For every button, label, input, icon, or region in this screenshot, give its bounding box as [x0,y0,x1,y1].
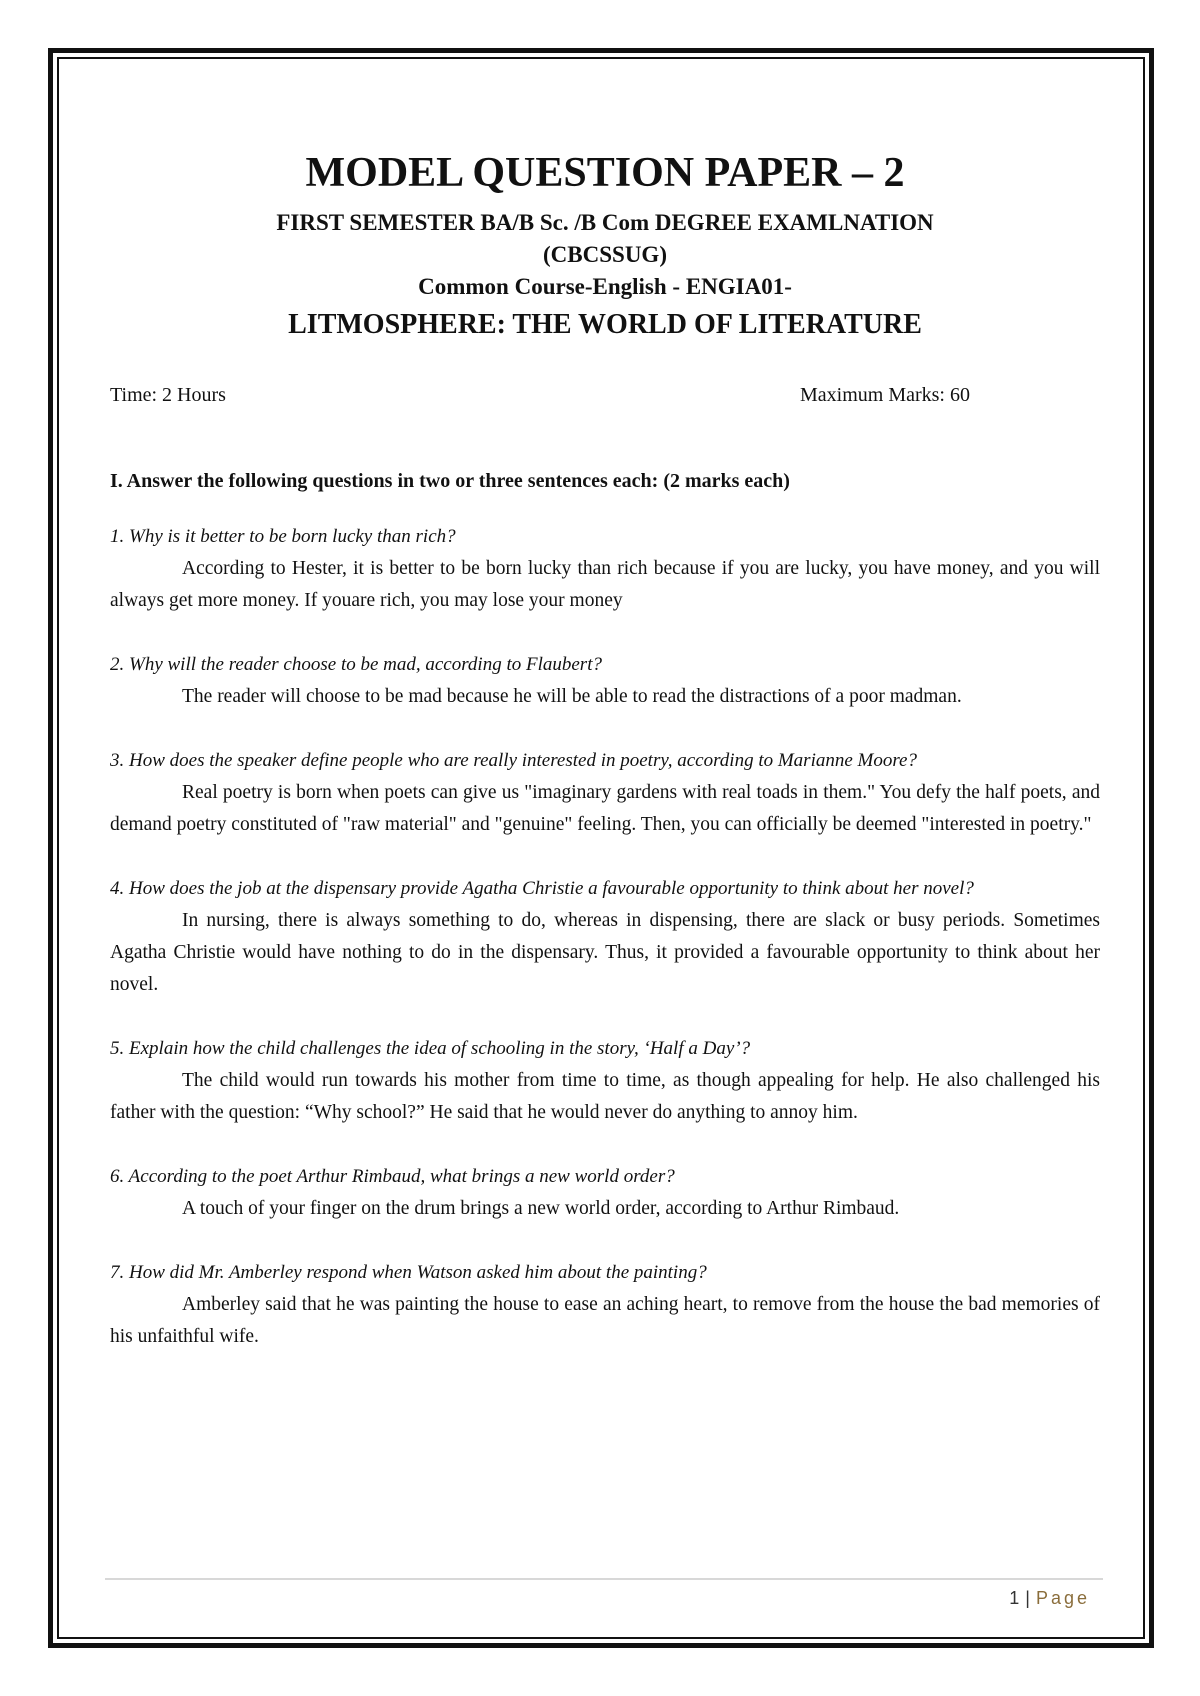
question-text: 6. According to the poet Arthur Rimbaud, what brings a new world order? [110,1166,675,1187]
question-block [110,1257,1100,1353]
question-text: 1. Why is it better to be born lucky than rich? [110,526,456,547]
answer-text: In nursing, there is always something to do, whereas in dispensing, there are slack or busy periods. Sometimes Agatha Christie would have nothing to do in the dispensary. Thus, it provided a favourable opportunity to think about her novel. [110,910,1100,995]
section-heading: I. Answer the following questions in two or three sentences each: (2 marks each) [110,470,790,492]
question-text: 4. How does the job at the dispensary provide Agatha Christie a favourable opportunity to think about her novel? [110,878,974,899]
answer-text: According to Hester, it is better to be born lucky than rich because if you are lucky, you have money, and you will always get more money. If youare rich, you may lose your money [110,558,1100,611]
page-label: Page [1035,1588,1090,1608]
answer-text: The child would run towards his mother from time to time, as though appealing for help. He also challenged his father with the question: “Why school?” He said that he would never do anything to annoy him. [110,1070,1100,1123]
answer-text: The reader will choose to be mad because he will be able to read the distractions of a poor madman. [182,686,962,707]
question-text: 3. How does the speaker define people who are really interested in poetry, according to Marianne Moore? [110,750,917,771]
question-text: 2. Why will the reader choose to be mad, according to Flaubert? [110,654,602,675]
exam-meta [110,381,1100,409]
footer-divider [105,1578,1103,1580]
exam-name: FIRST SEMESTER BA/B Sc. /B Com DEGREE EXAMLNATION [276,210,934,235]
question-block [110,1033,1100,1129]
question-text: 5. Explain how the child challenges the idea of schooling in the story, ‘Half a Day’? [110,1038,751,1059]
question-block [110,745,1100,841]
page-number: 1 [1009,1588,1020,1608]
page-footer [1009,1585,1090,1611]
answer-text: Real poetry is born when poets can give us "imaginary gardens with real toads in them." You defy the half poets, and demand poetry constituted of "raw material" and "genuine" feeling. Then, you can officially be deemed "interested in poetry." [110,782,1100,835]
footer-separator: | [1025,1588,1030,1608]
course-code: Common Course-English - ENGIA01- [418,274,792,299]
answer-text: Amberley said that he was painting the house to ease an aching heart, to remove from the house the bad memories of his unfaithful wife. [110,1294,1100,1347]
maximum-marks: Maximum Marks: 60 [800,384,970,406]
time-allowed: Time: 2 Hours [110,384,226,406]
question-block [110,521,1100,617]
answer-text: A touch of your finger on the drum brings a new world order, according to Arthur Rimbaud. [182,1198,900,1219]
question-block [110,649,1100,713]
document-body [110,145,1100,1353]
question-text: 7. How did Mr. Amberley respond when Watson asked him about the painting? [110,1262,707,1283]
exam-scheme: (CBCSSUG) [543,242,667,267]
course-title: LITMOSPHERE: THE WORLD OF LITERATURE [288,309,922,340]
question-block [110,873,1100,1001]
question-block [110,1161,1100,1225]
paper-title: MODEL QUESTION PAPER – 2 [305,150,905,196]
